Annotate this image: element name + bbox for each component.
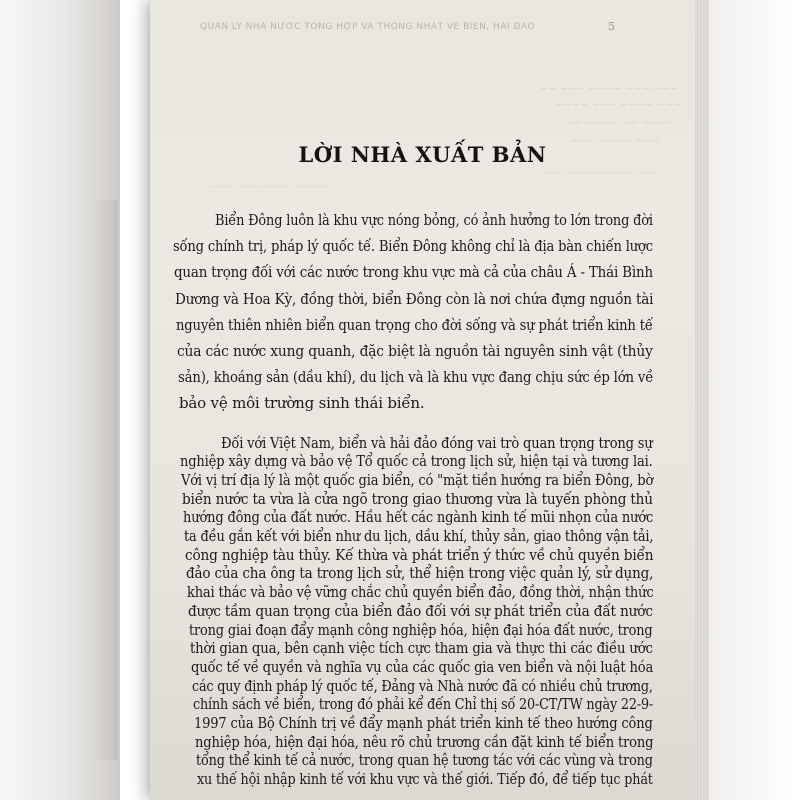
running-header: QUẢN LÝ NHÀ NƯỚC TỔNG HỢP VÀ THỐNG NHẤT VỀ BIỂN, HẢI ĐẢO — [200, 22, 536, 32]
text-line: xu thế hội nhập kinh tế với khu vực và thế giới. Tiếp đó, để tiếp tục phát — [197, 770, 653, 788]
text-line: nghiệp xây dựng và bảo vệ Tổ quốc cả trong lịch sử, hiện tại và tương lai. — [180, 452, 653, 471]
text-line: Đối với Việt Nam, biển và hải đảo đóng vai trò quan trọng trong sự — [221, 433, 653, 452]
book-page: QUẢN LÝ NHÀ NƯỚC TỔNG HỢP VÀ THỐNG NHẤT VỀ BIỂN, HẢI ĐẢO 5 ~~ ~~~ ~~~~ ~~~ ~~~ ~~~~ ~~~ ~~~~ ~~~ ~~ ~~~~ ~~ ~~~~ ~~~ ~~~~ ~~~ ~~ ~~~~ ~~~~ ~~ ~~~ ~~ ~~~~ ~~~~ LỜI NHÀ XUẤT BẢN Biển Đông luôn là khu vực nóng bỏng, có ảnh hưởng to lớn trong đời sống chính trị, pháp lý quốc tế. Biển Đông không chỉ là địa bàn chiến lược quan trọng đối với các nước trong khu vực mà cả của châu Á - Thái Bình Dương và Hoa Kỳ, đồng thời, biển Đông còn là nơi chứa đựng nguồn tài nguyên thiên nhiên biển quan trọng cho đời sống và sự phát triển kinh tế của các nước xung quanh, đặc biệt là nguồn tài nguyên sinh vật (thủy sản), khoáng sản (dầu khí), du lịch và là khu vực đang chịu sức ép lớn về bảo vệ môi trường sinh thái biển. Đối với Việt Nam, biển và hải đảo đóng vai trò quan trọng trong sự nghiệp xây dựng và bảo vệ Tổ quốc cả trong lịch sử, hiện tại và tương lai. Với vị trí địa lý là một quốc gia biển, có "mặt tiền hướng ra biển Đông, bờ biển nước ta vừa là cửa ngõ trong giao thương vừa là tuyến phòng thủ hướng đông của đất nước. Hầu hết các ngành kinh tế mũi nhọn của nước ta đều gắn kết với biển như du lịch, dầu khí, thủy sản, giao thông vận tải, công nghiệp tàu thủy. Kế thừa và phát triển ý thức về chủ quyền biển đảo của cha ông ta trong lịch sử, thể hiện trong việc quản lý, sử dụng, khai thác và bảo vệ vững chắc chủ quyền biển đảo, đồng thời, nhận thức được tầm quan trọng của biển đảo đối với sự phát triển của đất nước trong giai đoạn đẩy mạnh công nghiệp hóa, hiện đại hóa đất nước, trong thời gian qua, bên cạnh việc tích cực tham gia và thực thi các điều ước quốc tế về quyền và nghĩa vụ của các quốc gia ven biển và nội luật hóa các quy định pháp lý quốc tế, Đảng và Nhà nước đã có nhiều chủ trương, chính sách về biển, trong đó phải kể đến Chỉ thị số 20-CT/TW ngày 22-9- 1997 của Bộ Chính trị về đẩy mạnh phát triển kinh tế theo hướng công nghiệp hóa, hiện đại hóa, nêu rõ chủ trương cần đặt kinh tế biển trong tổng thể kinh tế cả nước, trong quan hệ tương tác với các vùng và trong xu thế hội nhập kinh tế với khu vực và thế giới. Tiếp đó, để tiếp tục phát — [150, 0, 695, 800]
page-edges — [695, 0, 709, 800]
text-line: bảo vệ môi trường sinh thái biển. — [179, 394, 425, 413]
text-line: biển nước ta vừa là cửa ngõ trong giao thương vừa là tuyến phòng thủ — [182, 489, 653, 508]
text-line: Với vị trí địa lý là một quốc gia biển, có "mặt tiền hướng ra biển Đông, bờ — [181, 471, 654, 489]
text-line: thời gian qua, bên cạnh việc tích cực tham gia và thực thi các điều ước — [190, 639, 653, 658]
text-line: công nghiệp tàu thủy. Kế thừa và phát triển ý thức về chủ quyền biển — [185, 545, 654, 564]
page-title: LỜI NHÀ XUẤT BẢN — [298, 142, 547, 167]
text-line: nguyên thiên nhiên biển quan trọng cho đời sống và sự phát triển kinh tế — [176, 315, 653, 334]
text-line: sản), khoáng sản (dầu khí), du lịch và là khu vực đang chịu sức ép lớn về — [178, 368, 654, 387]
text-line: Biển Đông luôn là khu vực nóng bỏng, có ảnh hưởng to lớn trong đời — [215, 211, 653, 229]
text-line: tổng thể kinh tế cả nước, trong quan hệ tương tác với các vùng và trong — [196, 751, 653, 770]
text-line: chính sách về biển, trong đó phải kể đến Chỉ thị số 20-CT/TW ngày 22-9- — [193, 695, 654, 714]
text-line: các quy định pháp lý quốc tế, Đảng và Nhà nước đã có nhiều chủ trương, — [192, 676, 653, 695]
text-line: quốc tế về quyền và nghĩa vụ của các quốc gia ven biển và nội luật hóa — [191, 657, 654, 676]
text-line: ta đều gắn kết với biển như du lịch, dầu khí, thủy sản, giao thông vận tải, — [184, 527, 654, 545]
adjacent-book-spine — [96, 200, 118, 760]
text-line: của các nước xung quanh, đặc biệt là nguồn tài nguyên sinh vật (thủy — [177, 342, 653, 360]
text-line: trong giai đoạn đẩy mạnh công nghiệp hóa, hiện đại hóa đất nước, trong — [189, 620, 653, 639]
text-line: sống chính trị, pháp lý quốc tế. Biển Đông không chỉ là địa bàn chiến lược — [173, 237, 653, 256]
text-line: quan trọng đối với các nước trong khu vực mà cả của châu Á - Thái Bình — [174, 263, 653, 282]
text-line: khai thác và bảo vệ vững chắc chủ quyền biển đảo, đồng thời, nhận thức — [187, 583, 654, 602]
text-line: đảo của cha ông ta trong lịch sử, thể hiện trong việc quản lý, sử dụng, — [186, 564, 654, 583]
text-line: 1997 của Bộ Chính trị về đẩy mạnh phát triển kinh tế theo hướng công — [194, 713, 653, 732]
text-line: được tầm quan trọng của biển đảo đối với sự phát triển của đất nước — [188, 601, 653, 620]
text-line: nghiệp hóa, hiện đại hóa, nêu rõ chủ trương cần đặt kinh tế biển trong — [195, 732, 654, 751]
text-line: hướng đông của đất nước. Hầu hết các ngành kinh tế mũi nhọn của nước — [183, 508, 654, 527]
page-number: 5 — [608, 20, 615, 33]
text-line: Dương và Hoa Kỳ, đồng thời, biển Đông còn là nơi chứa đựng nguồn tài — [175, 289, 654, 308]
